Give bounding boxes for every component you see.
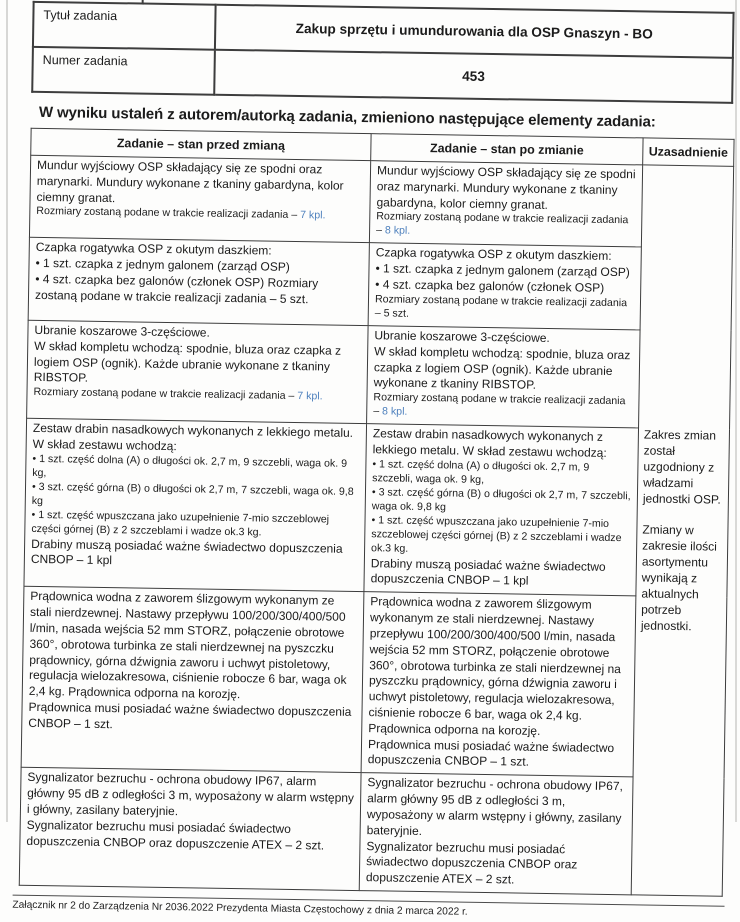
text-paragraph: • 1 szt. część wpuszczana jako uzupełnienie 7-mio szczeblowej części górnej (B) z 2 szczeblami i wadze ok.3 kg.: [31, 508, 330, 539]
text-paragraph: • 3 szt. część górna (B) o długości ok 2,7 m, 7 szczebli, waga ok. 9,8 kg: [31, 480, 354, 507]
cell-before-row-6: [19, 768, 361, 891]
changes-row-1: [29, 155, 733, 248]
text-paragraph: Sygnalizator bezruchu musi posiadać świadectwo dopuszczenia CNBOP oraz dopuszczenie ATEX – 2 szt.: [365, 838, 578, 887]
text-paragraph: Sygnalizator bezruchu musi posiadać świadectwo dopuszczenia CNBOP oraz dopuszczenie ATEX – 2 szt.: [26, 817, 325, 853]
text-paragraph: • 1 szt. czapka z jednym galonem (zarząd OSP): [375, 261, 630, 280]
changes-table: [19, 128, 735, 897]
footnote: [12, 895, 724, 922]
column-header-justification: Uzasadnienie: [643, 138, 734, 166]
text-paragraph: Zakres zmian został uzgodniony z władzami jednostki OSP.: [642, 427, 721, 507]
column-header-before: Zadanie – stan przed zmianą: [31, 128, 371, 160]
text-paragraph: • 4 szt. czapka bez galonów (członek OSP): [375, 277, 605, 295]
text-paragraph: Rozmiary zostaną podane w trakcie realizacji zadania – 8 kpl.: [375, 210, 629, 238]
cell-after-row-5: [361, 592, 636, 777]
task-number-value: 453: [214, 50, 733, 103]
text-paragraph: Drabiny muszą posiadać ważne świadectwo dopuszczenia CNBOP – 1 kpl: [30, 536, 343, 568]
text-paragraph: Zestaw drabin nasadkowych wykonanych z lekkiego metalu. W skład zestawu wchodzą:: [372, 426, 607, 460]
text-paragraph: Sygnalizator bezruchu - ochrona obudowy IP67, alarm główny 95 dB z odległości 3 m, wyposażony w alarm wstępny i główny, zasilany bateryjnie.: [366, 775, 624, 838]
cell-after-row-6: [359, 773, 633, 895]
changed-quantity-highlight: 7 kpl.: [297, 390, 323, 403]
task-number-label: Numer zadania: [32, 47, 215, 95]
text-paragraph: Rozmiary zostaną podane w trakcie realizacji zadania – 8 kpl.: [373, 391, 626, 418]
text-paragraph: Drabiny muszą posiadać ważne świadectwo dopuszczenia CNBOP – 1 kpl: [370, 555, 606, 589]
text-paragraph: Prądownica wodna z zaworem ślizgowym wykonanym ze stali nierdzewnej. Nastawy przepływu 100/200/300/400/500 l/min, nasada wejścia 52 mm STORZ, połączenie obrotowe 360°, obrotowa turbinka ze stali nierdzewnej na pyszczku prądownicy, górna dźwignia zaworu i uchwyt pistoletowy, regulacja wielozakresowa, ciśnienie robocze 6 bar, waga ok 2,4 kg. Prądownica odporna na korozję.: [28, 589, 347, 702]
cropped-row-line-artifact: [142, 0, 144, 5]
page-title: W wyniku ustaleń z autorem/autorką zadania, zmieniono następujące elementy zadania:: [38, 103, 656, 131]
changes-row-5: [21, 586, 727, 778]
task-title-label: Tytuł zadania: [33, 2, 216, 50]
text-paragraph: Rozmiary zostaną podane w trakcie realizacji zadania – 5 szt.: [374, 293, 628, 320]
text-paragraph: Ubranie koszarowe 3-częściowe.: [374, 328, 550, 345]
changes-row-2: [28, 238, 732, 331]
cell-after-row-1: [369, 161, 642, 248]
text-paragraph: Prądownica musi posiadać ważne świadectwo dopuszczenia CNBOP – 1 szt.: [28, 699, 352, 731]
justification-cell: [631, 165, 733, 896]
text-paragraph: Czapka rogatywka OSP z okutym daszkiem:: [375, 245, 612, 264]
changed-quantity-highlight: 8 kpl.: [382, 405, 408, 418]
changed-quantity-highlight: 7 kpl.: [300, 209, 326, 222]
cell-after-row-4: [364, 424, 639, 596]
text-paragraph: Sygnalizator bezruchu - ochrona obudowy IP67, alarm główny 95 dB z odległości 3 m, wyposażony w alarm wstępny i główny, zasilany bateryjnie.: [26, 770, 355, 819]
text-paragraph: Ubranie koszarowe 3-częściowe.: [34, 322, 210, 340]
text-paragraph: W skład kompletu wchodzą: spodnie, bluza oraz czapka z logiem OSP (ognik). Każde ubranie wykonane z tkaniny RIBSTOP.: [33, 338, 342, 386]
footnote-text: Załącznik nr 2 do Zarządzenia Nr 2036.2022 Prezydenta Miasta Częstochowy z dnia 2 marca 2022 r.: [12, 899, 468, 918]
text-paragraph: • 1 szt. część dolna (A) o długości ok. 2,7 m, 9 szczebli, waga ok. 9 kg,: [372, 457, 590, 486]
cell-before-row-5: [21, 586, 364, 772]
text-paragraph: Rozmiary zostaną podane w trakcie realizacji zadania – 7 kpl.: [33, 386, 323, 403]
changed-quantity-highlight: 8 kpl.: [384, 224, 411, 238]
changes-row-3: [27, 320, 731, 429]
text-paragraph: Zmiany w zakresie ilości asortymentu wynikają z aktualnych potrzeb jednostki.: [640, 522, 717, 634]
text-paragraph: Prądownica wodna z zaworem ślizgowym wykonanym ze stali nierdzewnej. Nastawy przepływu 100/200/300/400/500 l/min, nasada wejścia 52 mm STORZ, połączenie obrotowe 360°, obrotowa turbinka ze stali nierdzewnej na pyszczku prądownicy, górna dźwignia zaworu i uchwyt pistoletowy, regulacja wielozakresowa, ciśnienie robocze 6 bar, waga ok 2,4 kg. Prądownica odporna na korozję.: [368, 594, 621, 738]
cell-before-row-4: [24, 418, 367, 591]
cell-before-row-3: [27, 320, 369, 424]
changes-row-4: [24, 418, 730, 597]
task-title-value: Zakup sprzętu i umundurowania dla OSP Gnaszyn - BO: [215, 5, 734, 58]
text-paragraph: W skład kompletu wchodzą: spodnie, bluza oraz czapka z logiem OSP (ognik). Każde ubranie wykonane z tkaniny RIBSTOP.: [373, 343, 631, 393]
text-paragraph: Czapka rogatywka OSP z okutym daszkiem:: [35, 240, 272, 259]
text-paragraph: Mundur wyjściowy OSP składający się ze spodni oraz marynarki. Mundury wykonane z tkaniny gabardyna, kolor ciemny granat.: [376, 163, 636, 212]
text-paragraph: Rozmiary zostaną podane w trakcie realizacji zadania – 7 kpl.: [36, 205, 326, 222]
text-paragraph: Mundur wyjściowy OSP składający się ze spodni oraz marynarki. Mundury wykonane z tkaniny gabardyna, kolor ciemny granat.: [36, 157, 344, 205]
text-paragraph: Prądownica musi posiadać ważne świadectwo dopuszczenia CNBOP – 1 szt.: [367, 736, 615, 770]
text-paragraph: • 1 szt. część dolna (A) o długości ok. 2,7 m, 9 szczebli, waga ok. 9 kg,: [32, 452, 348, 479]
changes-row-6: [19, 768, 724, 897]
text-paragraph: • 1 szt. czapka z jednym galonem (zarząd OSP): [35, 256, 290, 275]
table-row: [32, 47, 733, 103]
text-paragraph: • 3 szt. część górna (B) o długości ok 2,7 m, 7 szczebli, waga ok. 9,8 kg: [371, 485, 631, 514]
text-paragraph: • 1 szt. część wpuszczana jako uzupełnienie 7-mio szczeblowej części górnej (B) z 2 szczeblami i wadze ok.3 kg.: [371, 513, 622, 555]
text-paragraph: • 4 szt. czapka bez galonów (członek OSP) Rozmiary zostaną podane w trakcie realizacji zadania – 5 szt.: [34, 271, 319, 307]
cell-after-row-3: [367, 325, 641, 428]
task-meta-table: [31, 1, 734, 104]
cell-before-row-2: [28, 238, 369, 326]
column-header-after: Zadanie – stan po zmianie: [371, 134, 643, 165]
text-paragraph: Zestaw drabin nasadkowych wykonanych z lekkiego metalu. W skład zestawu wchodzą:: [32, 420, 354, 454]
cell-after-row-2: [368, 243, 641, 330]
cell-before-row-1: [29, 155, 370, 243]
